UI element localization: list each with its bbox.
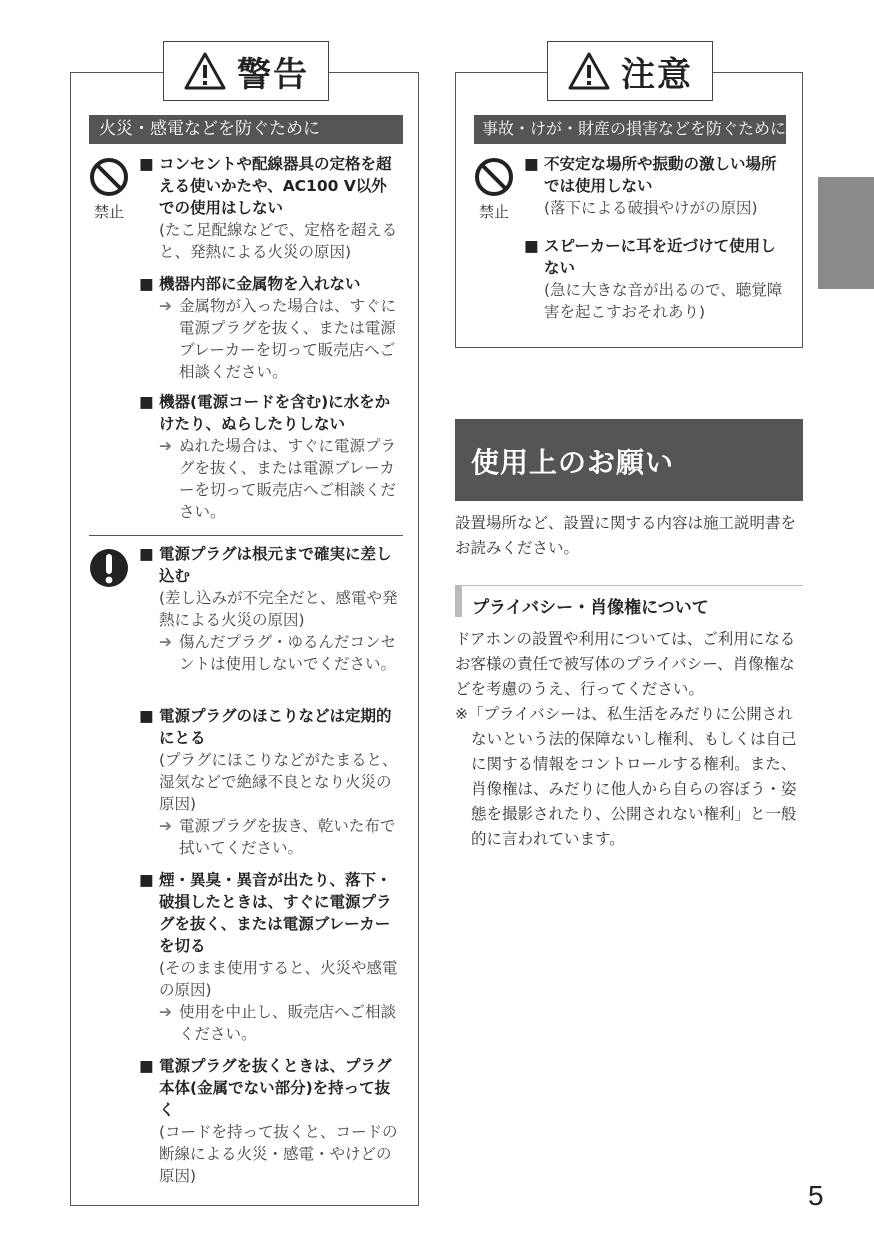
warning-item-3 [139,391,401,523]
caution-item-1 [524,153,786,219]
warning-item-2-arrow-text: 金属物が入った場合は、すぐに電源プラグを抜く、または電源ブレーカーを切って販売店へご相談ください。 [179,297,397,381]
caution-item-1-note: (落下による破損やけがの原因) [544,199,758,217]
arrow-icon: ➔ [159,297,172,315]
warning-item-6-note: (そのまま使用すると、火災や感電の原因) [159,959,398,999]
privacy-heading: プライバシー・肖像権について [455,585,803,617]
mandatory-mark [89,547,129,593]
warning-item-5-note: (プラグにほこりなどがたまると、湿気などで絶縁不良となり火災の原因) [159,751,398,813]
warning-title [163,41,329,101]
warning-item-1-note: (たこ足配線などで、定格を超えると、発熱による火災の原因) [159,221,398,261]
warning-item-4-head: ■ 電源プラグは根元まで確実に差し込む [139,543,401,587]
exclamation-icon [89,547,129,589]
usage-heading: 使用上のお願い [455,419,803,501]
warning-item-7-note: (コードを持って抜くと、コードの断線による火災・感電・やけどの原因) [159,1123,398,1185]
warning-item-3-head: ■ 機器(電源コードを含む)に水をかけたり、ぬらしたりしない [139,391,401,435]
warning-item-3-arrow-text: ぬれた場合は、すぐに電源プラグを抜く、または電源ブレーカーを切って販売店へご相談ください。 [179,437,397,521]
warning-divider [89,535,403,536]
warning-item-2-arrow [139,295,401,383]
warning-item-6 [139,869,401,1045]
caution-section-bar: 事故・けが・財産の損害などを防ぐために [474,115,786,144]
caution-title-text: 注意 [621,54,693,95]
caution-item-2-note: (急に大きな音が出るので、聴覚障害を起こすおそれあり) [544,281,783,321]
warning-item-5-head: ■ 電源プラグのほこりなどは定期的にとる [139,705,401,749]
caution-box [455,54,803,348]
warning-item-4-note: (差し込みが不完全だと、感電や発熱による火災の原因) [159,589,398,629]
prohibit-icon [474,157,514,197]
side-tab [818,177,874,289]
prohibit-mark [89,157,129,222]
warning-item-1-head: ■ コンセントや配線器具の定格を超える使いかたや、AC100 V以外での使用はしない [139,153,401,219]
warning-triangle-icon [183,51,227,91]
warning-item-7 [139,1055,401,1187]
arrow-icon: ➔ [159,633,172,651]
prohibit-label: 禁止 [93,203,124,221]
warning-item-5-arrow-text: 電源プラグを抜き、乾いた布で拭いてください。 [179,817,396,857]
caution-title [547,41,713,101]
warning-item-6-head: ■ 煙・異臭・異音が出たり、落下・破損したときは、すぐに電源プラグを抜く、または電源ブレーカーを切る [139,869,401,957]
prohibit-icon [89,157,129,197]
caution-item-2-head: ■ スピーカーに耳を近づけて使用しない [524,235,786,279]
arrow-icon: ➔ [159,1003,172,1021]
caution-prohibit-label: 禁止 [478,203,509,221]
warning-title-text: 警告 [237,54,309,95]
privacy-note: ※「プライバシーは、私生活をみだりに公開されないという法的保障ないし権利、もしくは自己に関する情報をコントロールする権利。また、肖像権は、みだりに他人から自らの容ぼう・姿態を撮影されたり、公開されない権利」と一般的に言われています。 [455,705,797,848]
caution-triangle-icon [567,51,611,91]
arrow-icon: ➔ [159,817,172,835]
warning-section-bar: 火災・感電などを防ぐために [89,115,403,144]
warning-item-2 [139,273,401,383]
warning-item-4-arrow [139,631,401,675]
warning-item-6-arrow-text: 使用を中止し、販売店へご相談ください。 [179,1003,397,1043]
warning-item-7-head: ■ 電源プラグを抜くときは、プラグ本体(金属でない部分)を持って抜く [139,1055,401,1121]
warning-item-5-arrow [139,815,401,859]
caution-item-1-head: ■ 不安定な場所や振動の激しい場所では使用しない [524,153,786,197]
warning-item-3-arrow [139,435,401,523]
usage-intro: 設置場所など、設置に関する内容は施工説明書をお読みください。 [455,514,797,557]
privacy-body: ドアホンの設置や利用については、ご利用になるお客様の責任で被写体のプライバシー、肖像権などを考慮のうえ、行ってください。 [455,630,796,698]
warning-box [70,54,419,1206]
warning-item-6-arrow [139,1001,401,1045]
warning-item-1 [139,153,401,263]
warning-item-4 [139,543,401,675]
caution-prohibit-mark [474,157,514,222]
warning-item-4-arrow-text: 傷んだプラグ・ゆるんだコンセントは使用しないでください。 [179,633,397,673]
warning-item-2-head: ■ 機器内部に金属物を入れない [139,273,401,295]
arrow-icon: ➔ [159,437,172,455]
privacy-section [455,627,807,852]
page-number: 5 [808,1180,824,1211]
caution-item-2 [524,235,786,323]
warning-item-5 [139,705,401,859]
